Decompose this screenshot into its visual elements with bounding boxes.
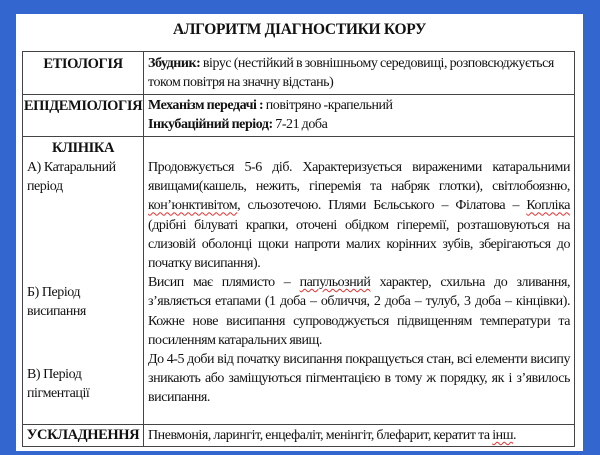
period-label-rash: Б) Період висипання: [27, 285, 86, 320]
clinic-content: [144, 137, 574, 424]
row-header-complications: УСКЛАДНЕННЯ: [26, 427, 140, 443]
table-row-epidemiology: [23, 95, 574, 137]
pathogen-value: вірус (нестійкий в зовнішньому середовищі, розповсюджується током повітря на значну відстань): [148, 56, 554, 91]
period-text-rash: Висип має плямисто – папульозний характер, схильна до зливання, з’являється етапами (1 доба – обличчя, 2 доба – тулуб, 3 доба – кінцівки). Кожне нове висипання супроводжується підвищенням температури та посиленням катаральних явищ.: [148, 275, 570, 348]
period-text-pigmentation: До 4-5 доби від початку висипання покращується стан, всі елементи висипу зникають або заміщуються пігментацією в тому ж порядку, як і з’явилось висипання.: [148, 352, 570, 406]
row-header-clinic: КЛІНІКА: [51, 140, 115, 156]
row-header-cell: [23, 95, 144, 136]
transmission-line: [148, 96, 570, 115]
row-header-epidemiology: ЕПІДЕМІОЛОГІЯ: [23, 98, 143, 114]
transmission-label: Механізм передачі :: [148, 98, 264, 113]
spellcheck-flag: інш: [492, 428, 514, 443]
complications-content: Пневмонія, ларингіт, енцефаліт, менінгіт, блефарит, кератит та інш.: [148, 428, 517, 443]
document-slide: [16, 14, 583, 451]
row-header-cell: [23, 52, 144, 94]
spellcheck-flag: папульозний: [299, 275, 371, 291]
incubation-line: [148, 115, 570, 134]
spellcheck-flag: кон’юнктивітом: [148, 198, 238, 214]
row-header-cell: [23, 425, 144, 447]
transmission-value: повітряно -крапельний: [263, 98, 393, 113]
table-row-etiology: [23, 52, 574, 95]
spellcheck-flag: Копліка: [526, 198, 570, 214]
table-row-clinic: [23, 137, 574, 425]
period-label-pigmentation: В) Період пігментації: [27, 367, 90, 402]
period-text-catarrhal: Продовжується 5-6 діб. Характеризується вираженими катаральними явищами(кашель, нежить, гіперемія та набряк глотки), світлобоязню, кон’юнктивітом, сльозотечою. Плями Бєльського – Філатова – Копліка (дрібні білуваті крапки, оточені обідком гіперемії, розташовуються на слизовій оболонці щоки напроти малих корінних зубів, зберігаються до початку висипання).: [148, 160, 570, 272]
pathogen-label: Збудник:: [148, 56, 201, 71]
etiology-content: [144, 52, 574, 94]
period-label-catarrhal: А) Катаральний період: [27, 160, 116, 195]
diagnosis-table: [22, 51, 575, 447]
epidemiology-content: [144, 95, 574, 136]
page-title: АЛГОРИТМ ДІАГНОСТИКИ КОРУ: [172, 21, 427, 38]
table-row-complications: [23, 425, 574, 447]
incubation-value: 7-21 доба: [272, 117, 328, 133]
incubation-label: Інкубаційний період:: [148, 117, 273, 133]
row-header-etiology: ЕТІОЛОГІЯ: [43, 56, 123, 72]
row-header-cell: [23, 137, 144, 424]
